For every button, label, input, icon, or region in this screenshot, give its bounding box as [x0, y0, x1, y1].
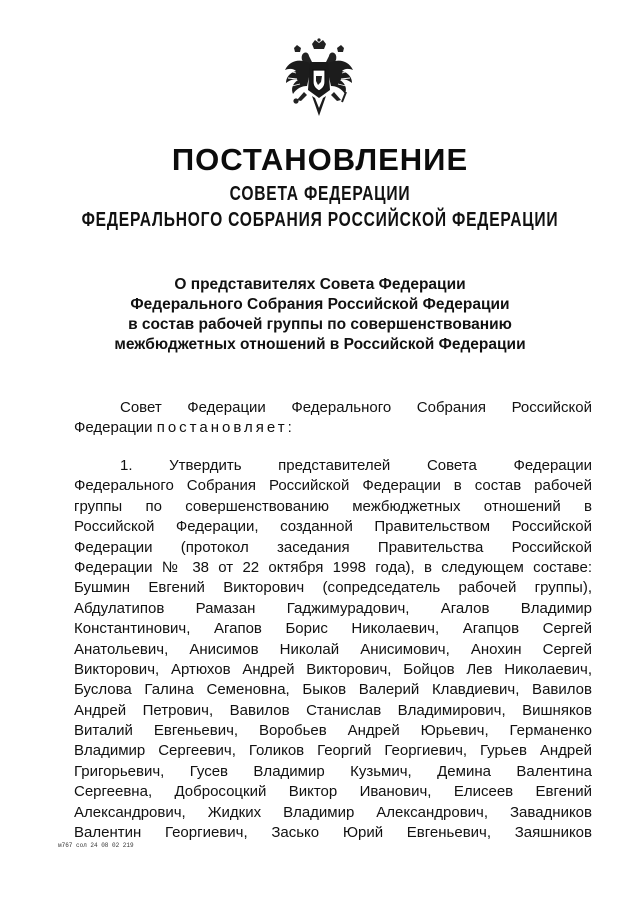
preamble-line [74, 418, 592, 438]
issuer-line-1: СОВЕТА ФЕДЕРАЦИИ [229, 183, 411, 205]
item-line: Буслова Галина Семеновна, Быков Валерий Клавдиевич, Вавилов [74, 681, 592, 699]
preamble-line: Совет Федерации Федерального Собрания Российской [120, 399, 592, 416]
footer-print-code: м767 сол 24 08 02 219 [58, 842, 134, 849]
item-line: 1. Утвердить представителей Совета Федерации [120, 457, 592, 474]
item-line: Андрей Петрович, Вавилов Станислав Владимирович, Вишняков [74, 701, 592, 719]
preamble-text: Федерации [74, 419, 153, 437]
heading-line: межбюджетных отношений в Российской Федерации [114, 336, 526, 353]
heading-line: в состав рабочей группы по совершенствованию [128, 316, 512, 333]
item-line: Анатольевич, Анисимов Николай Анисимович, Анохин Сергей [74, 640, 592, 658]
item-line: Федерального Собрания Российской Федерации в состав рабочей [74, 477, 592, 495]
heading-line: О представителях Совета Федерации [174, 276, 466, 293]
heading-line: Федерального Собрания Российской Федерации [130, 296, 510, 313]
resolution-heading [60, 275, 580, 355]
issuer-line-2: ФЕДЕРАЛЬНОГО СОБРАНИЯ РОССИЙСКОЙ ФЕДЕРАЦИИ [81, 209, 559, 231]
item-line: Викторович, Артюхов Андрей Викторович, Бойцов Лев Николаевич, [74, 660, 592, 678]
item-line: Виталий Евгеньевич, Воробьев Андрей Юрьевич, Германенко [74, 722, 592, 740]
item-line: Абдулатипов Рамазан Гаджимурадович, Агалов Владимир [74, 599, 592, 617]
item-1-paragraph [74, 456, 592, 843]
preamble-paragraph [74, 398, 592, 439]
item-line: Федерации (протокол заседания Правительства Российской [74, 538, 592, 556]
item-line: группы по совершенствованию межбюджетных отношений в [74, 497, 592, 515]
item-line: Сергеевна, Добросоцкий Виктор Иванович, Елисеев Евгений [74, 783, 592, 801]
item-line: Бушмин Евгений Викторович (сопредседатель рабочей группы), [74, 579, 592, 597]
item-line: Григорьевич, Гусев Владимир Кузьмич, Демина Валентина [74, 762, 592, 780]
item-line: Константинович, Агапов Борис Николаевич, Агапцов Сергей [74, 620, 592, 638]
item-line: Российской Федерации, созданной Правительством Российской [74, 518, 592, 536]
coat-of-arms-emblem [282, 38, 356, 120]
item-line: Александрович, Жидких Владимир Александрович, Завадников [74, 803, 592, 821]
document-title: ПОСТАНОВЛЕНИЕ [171, 142, 469, 177]
preamble-decree-word: постановляет: [156, 419, 295, 437]
item-line: Федерации № 38 от 22 октября 1998 года), в следующем составе: [74, 558, 592, 576]
item-line: Валентин Георгиевич, Засько Юрий Евгеньевич, Заяшников [74, 824, 592, 842]
item-line: Владимир Сергеевич, Голиков Георгий Георгиевич, Гурьев Андрей [74, 742, 592, 760]
